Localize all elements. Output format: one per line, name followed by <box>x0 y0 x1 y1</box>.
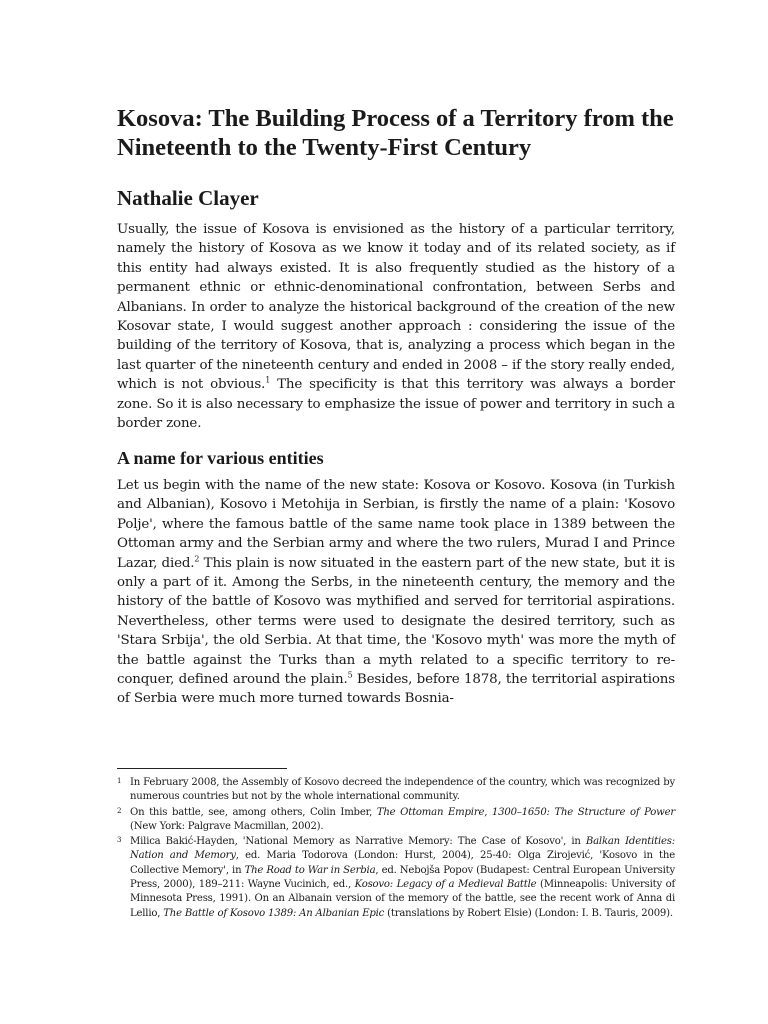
article-title: Kosova: The Building Process of a Territory from the Nineteenth to the Twenty-First Century <box>117 105 674 161</box>
section-text-a: Let us begin with the name of the new state: Kosova or Kosovo. Kosova (in Turkish and Albanian), Kosovo i Metohija in Serbian, is firstly the name of a plain: 'Kosovo Polje', where the famous battle of the same name took place in 1389 between the Ottoman army and the Serbian army and where the two rulers, Murad I and Prince Lazar, died. <box>117 478 675 571</box>
section-paragraph <box>117 476 675 709</box>
section-text-c: Besides, before 1878, the territorial aspirations of Serbia were much more turned towards Bosnia- <box>117 672 675 707</box>
footnote-number: 1 <box>117 777 122 785</box>
footnote-text: Milica Bakić-Hayden, 'National Memory as Narrative Memory: The Case of Kosovo', in <box>130 836 586 848</box>
footnote-number: 2 <box>117 806 122 815</box>
footnote-ref-2: 2 <box>194 554 200 564</box>
footnote-book-title: Balkan Identities: Nation and Memory <box>130 836 675 862</box>
footnote-book-title: The Battle of Kosovo 1389: An Albanian Epic <box>163 907 385 919</box>
footnote-2 <box>117 806 675 835</box>
footnote-ref-1: 1 <box>265 375 271 385</box>
footnote-text: , ed. Maria Todorova (London: Hurst, 2004), 25-40: Olga Zirojević, 'Kosovo in the Collective Memory', in <box>130 850 675 876</box>
footnote-ref-5: 5 <box>347 670 353 680</box>
author-name: Nathalie Clayer <box>117 186 259 210</box>
intro-paragraph <box>117 220 675 433</box>
footnote-text: (Minneapolis: University of Minnesota Press, 1991). On an Albanain version of the memory of the battle, see the recent work of Anna di Lellio, <box>130 879 676 919</box>
footnote-text: (translations by Robert Elsie) (London: I. B. Tauris, 2009). <box>384 907 673 919</box>
intro-text-b: The specificity is that this territory was always a border zone. So it is also necessary to emphasize the issue of power and territory in such a border zone. <box>117 377 675 432</box>
footnote-text: , ed. Nebojša Popov (Budapest: Central European University Press, 2000), 189–211: Wayne Vucinich, ed., <box>130 864 675 891</box>
footnote-book-title: Kosovo: Legacy of a Medieval Battle <box>354 879 537 891</box>
footnote-3 <box>117 835 675 921</box>
intro-text-a: Usually, the issue of Kosova is envisioned as the history of a particular territory, namely the history of Kosova as we know it today and of its related society, as if this entity had always existed. It is also frequently studied as the history of a permanent ethnic or ethnic-denominational confrontation, between Serbs and Albanians. In order to analyze the historical background of the creation of the new Kosovar state, I would suggest another approach : considering the issue of the building of the territory of Kosova, that is, analyzing a process which began in the last quarter of the nineteenth century and ended in 2008 – if the story really ended, which is not obvious. <box>117 222 675 393</box>
footnote-book-title: The Road to War in Serbia <box>244 864 376 876</box>
footnote-number: 3 <box>117 836 122 845</box>
footnotes <box>117 776 675 922</box>
footnote-divider <box>117 768 287 769</box>
section-heading: A name for various entities <box>117 448 324 468</box>
footnote-1 <box>117 776 675 805</box>
footnote-text: (New York: Palgrave Macmillan, 2002). <box>130 820 324 832</box>
footnote-text: On this battle, see, among others, Colin Imber, <box>130 806 377 818</box>
footnote-book-title: The Ottoman Empire, 1300–1650: The Structure of Power <box>376 806 675 818</box>
section-text-b: This plain is now situated in the eastern part of the new state, but it is only a part of it. Among the Serbs, in the nineteenth century, the memory and the history of the battle of Kosovo was mythified and served for territorial aspirations. Nevertheless, other terms were used to designate the desired territory, such as 'Stara Srbija', the old Serbia. At that time, the 'Kosovo myth' was more the myth of the battle against the Turks than a myth related to a specific territory to re-conquer, defined around the plain. <box>117 555 675 688</box>
footnote-text: In February 2008, the Assembly of Kosovo decreed the independence of the country, which was recognized by numerous countries but not by the whole international community. <box>130 777 675 803</box>
